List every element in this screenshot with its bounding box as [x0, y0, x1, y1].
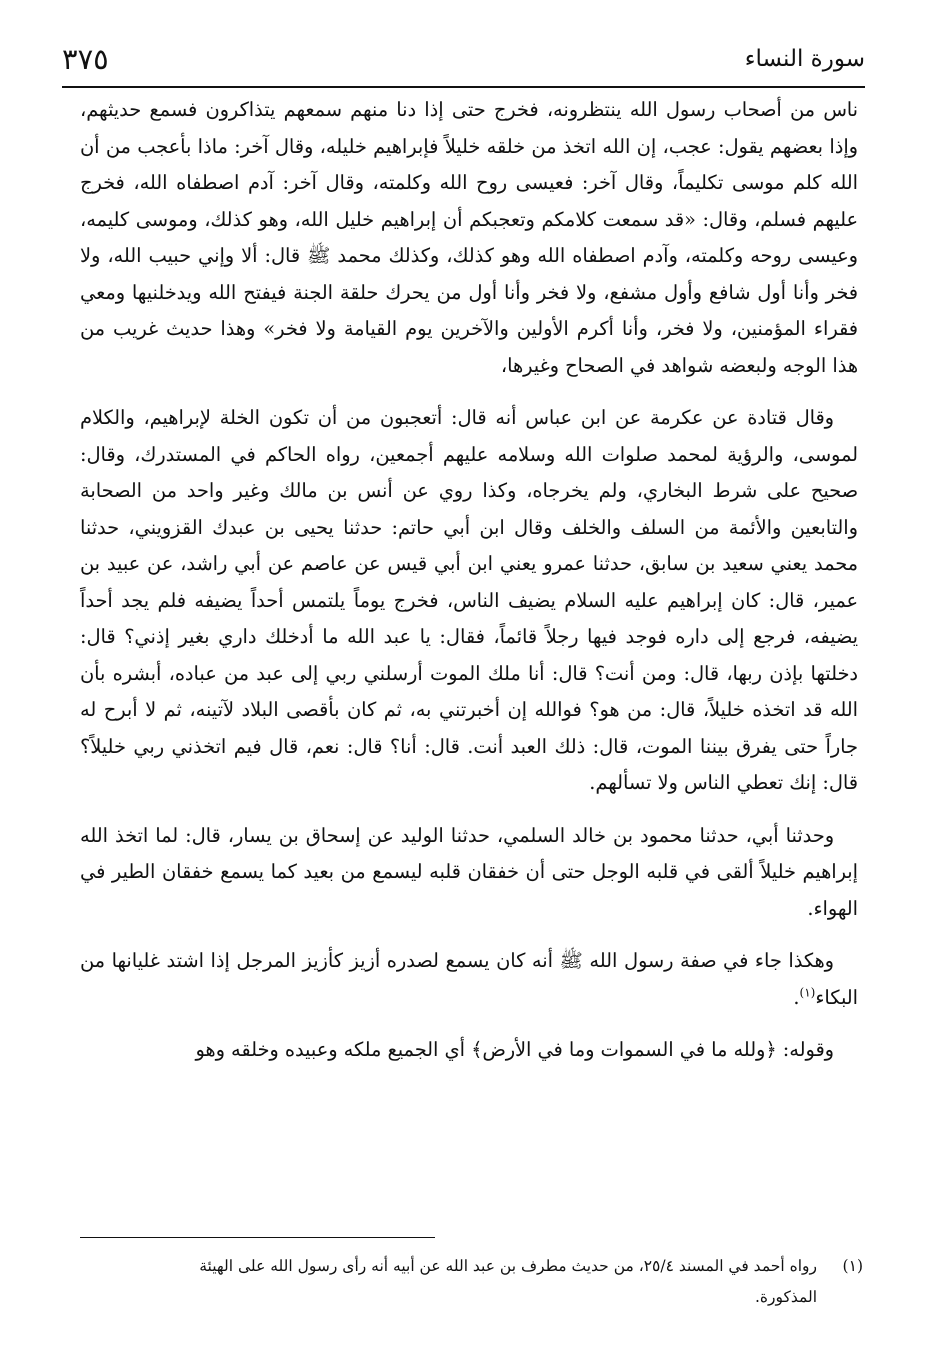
- text-line: غليانها من البكاء: [80, 949, 858, 1009]
- text-line: عن عاصم عن أبي راشد، عن عبيد بن عمير، قال: كان إبراهيم عليه السلام يضيف الناس،: [80, 552, 858, 612]
- text-line: قال: ذلك العبد أنت. قال: أنا؟ قال: نعم، قال فيم اتخذني ربي خليلاً؟ قال: إنك تعطي: [80, 734, 858, 794]
- paragraph: [80, 400, 858, 802]
- text-line: وأنا أول من يحرك حلقة الجنة فيفتح الله ويدخلنيها ومعي فقراء المؤمنين، ولا فخر، وأنا أكرم: [80, 280, 858, 340]
- text-line: ناس من أصحاب رسول الله ينتظرونه، فخرج حتى إذا دنا منهم سمعهم يتذاكرون فسمع: [149, 98, 858, 121]
- paragraph: [80, 818, 858, 928]
- text-line: ماذا بأعجب من أن الله كلم موسى تكليماً، وقال آخر: فعيسى روح الله وكلمته، وقال آخر:: [80, 134, 858, 194]
- text-line: وكذلك محمد ﷺ قال: ألا وإني حبيب الله، ولا فخر وأنا أول شافع وأول مشفع، ولا فخر: [80, 244, 858, 304]
- text-line: فوالله إن أخبرتني به، ثم كان بأقصى البلاد لآتينه، ثم لا أبرح له جاراً حتى يفرق بيننا الموت،: [80, 698, 858, 758]
- paragraph: وهكذا جاء في صفة رسول الله ﷺ أنه كان يسمع لصدره أزيز كأزيز المرجل إذا اشتد غليانها من البكاء$^{(١)}$.: [80, 949, 858, 1009]
- header-rule: [62, 86, 865, 88]
- text-line: حديثهم، وإذا بعضهم يقول: عجب، إن الله اتخذ من خلقه خليلاً فإبراهيم خليله، وقال آخر:: [80, 98, 858, 158]
- text-line: الناس ولا تسألهم.: [589, 771, 731, 794]
- text-line: وهكذا جاء في صفة رسول الله ﷺ أنه كان يسمع لصدره أزيز كأزيز المرجل إذا اشتد: [166, 949, 834, 972]
- text-line: فقال: يا عبد الله ما أدخلك داري بغير إذني؟ قال: دخلتها بإذن ربها، قال: ومن أنت؟ قال:: [80, 625, 858, 685]
- text-line: أنا ملك الموت أرسلني ربي إلى عبد من عباده، أبشره بأن الله قد اتخذه خليلاً، قال: من هو؟: [80, 661, 858, 721]
- text-line: خليل الله، وهو كذلك، وموسى كليمه، وعيسى روحه وكلمته، وآدم اصطفاه الله وهو كذلك،: [80, 207, 858, 267]
- text-line: وقال قتادة عن عكرمة عن ابن عباس أنه قال: أتعجبون من أن تكون الخلة لإبراهيم،: [143, 406, 834, 429]
- text-line: اتخذ الله إبراهيم خليلاً ألقى في قلبه الوجل حتى أن خفقان قلبه ليسمع من بعيد كما يسمع: [80, 823, 859, 883]
- page-number: ٣٧٥: [62, 42, 109, 76]
- footnote-number: (١): [842, 1257, 863, 1275]
- running-title: سورة النساء: [744, 46, 865, 72]
- text-line: الصحاح وغيرها،: [500, 353, 624, 377]
- text-line: المستدرك، وقال: صحيح على شرط البخاري، ولم يخرجاه، وكذا روي عن أنس بن مالك: [80, 442, 858, 502]
- footnote: [80, 1251, 863, 1313]
- paragraph: [80, 92, 858, 384]
- footnote-rule: [80, 1237, 435, 1238]
- text-line: وقوله: ﴿ولله ما في السموات وما في الأرض﴾ أي الجميع ملكه وعبيده وخلقه وهو: [195, 1038, 834, 1061]
- footnote-continuation: المذكورة.: [754, 1288, 817, 1306]
- footnotes: [80, 1251, 863, 1313]
- text-line: خفقان الطير في الهواء.: [80, 860, 858, 920]
- page-body: [80, 92, 858, 1069]
- footnote-text: رواه أحمد في المسند ٢٥/٤، من حديث مطرف بن عبد الله عن أبيه أنه رأى رسول الله على الهيئة: [199, 1257, 817, 1275]
- text-line: وحدثنا أبي، حدثنا محمود بن خالد السلمي، حدثنا الوليد عن إسحاق بن يسار، قال: لما: [155, 823, 834, 847]
- text-line: فخرج يوماً يلتمس أحداً يضيفه فلم يجد أحداً يضيفه، فرجع إلى داره فوجد فيها رجلاً قائماً،: [80, 588, 858, 648]
- text-line: آدم اصطفاه الله، فخرج عليهم فسلم، وقال: «قد سمعت كلامكم وتعجبكم أن إبراهيم: [80, 171, 858, 231]
- footnote-reference[interactable]: (١): [799, 985, 816, 1000]
- text-line: الأولين والآخرين يوم القيامة ولا فخر» وهذا حديث غريب من هذا الوجه ولبعضه شواهد في: [80, 317, 858, 377]
- text-line: والكلام لموسى، والرؤية لمحمد صلوات الله وسلامه عليهم أجمعين، رواه الحاكم في: [80, 406, 858, 466]
- text-line: يحيى بن عبدك القزويني، حدثنا محمد يعني سعيد بن سابق، حدثنا عمرو يعني ابن أبي قيس: [80, 515, 858, 575]
- text-line: وغير واحد من الصحابة والتابعين والأئمة من السلف والخلف وقال ابن أبي حاتم: حدثنا: [80, 479, 858, 539]
- paragraph: [80, 1032, 858, 1069]
- page-header: [62, 42, 865, 86]
